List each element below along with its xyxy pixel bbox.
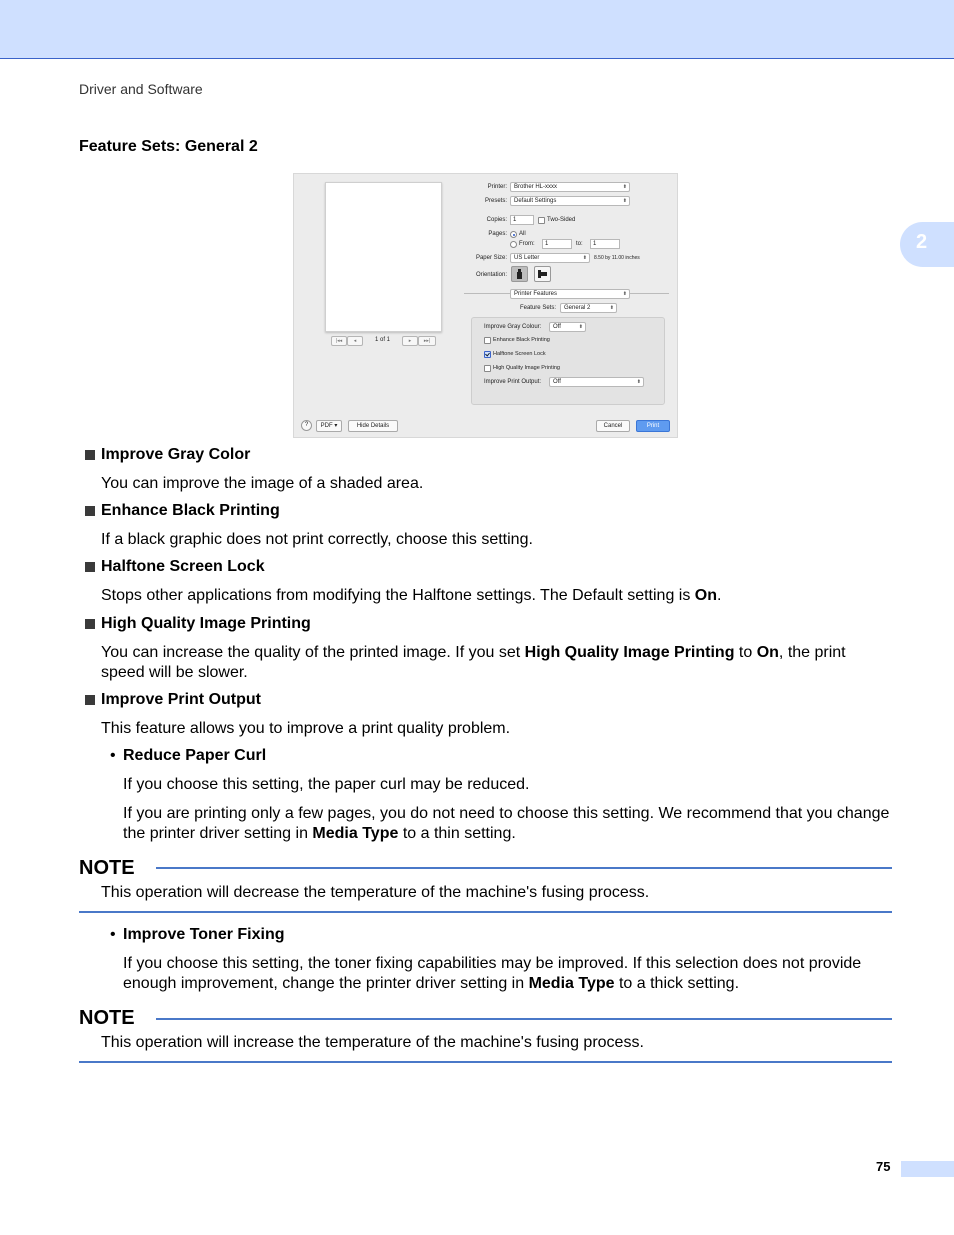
text-run: . [717,587,722,604]
landscape-orientation-button[interactable] [534,266,551,282]
next-page-icon[interactable]: ▸ [402,336,418,346]
prev-page-icon[interactable]: ◂ [347,336,363,346]
footer-band [901,1161,954,1177]
two-sided-checkbox[interactable] [538,217,545,224]
text-run: to [734,644,757,661]
feature-options-group [471,317,665,405]
improve-gray-label: Improve Gray Colour: [484,324,542,330]
pages-from-label: From: [519,241,535,247]
chevron-updown-icon: ⬍ [636,379,641,385]
item-text-halftone [101,586,901,606]
chevron-updown-icon: ⬍ [622,291,627,297]
bullet-square [85,506,95,516]
high-quality-label: High Quality Image Printing [493,365,560,371]
item-text-black: If a black graphic does not print correctly, choose this setting. [101,531,533,548]
note-text-2: This operation will increase the temperature of the machine's fusing process. [101,1034,644,1051]
improve-gray-value: Off [553,324,561,330]
item-text-output: This feature allows you to improve a print quality problem. [101,720,511,737]
text-run: to a thin setting. [398,825,516,842]
bullet-square [85,695,95,705]
paper-size-value: US Letter [514,255,540,261]
text-run: If you choose this setting, the toner fixing capabilities may be improved. If this selection does not provide enough improvement, change the printer driver setting in [123,955,862,992]
note-rule [156,1018,892,1020]
text-run-bold: On [756,644,779,661]
running-head: Driver and Software [79,81,203,97]
pages-label: Pages: [488,231,507,237]
subitem-text-curl-2 [123,804,893,844]
chevron-updown-icon: ⬍ [578,324,583,330]
section-title: Feature Sets: General 2 [79,138,258,155]
from-input[interactable]: 1 [542,239,572,249]
portrait-orientation-button[interactable] [511,266,528,282]
note-bottom-rule [79,911,892,913]
enhance-black-label: Enhance Black Printing [493,337,550,343]
note-label: NOTE [79,857,135,879]
text-run: to a thick setting. [614,975,740,992]
text-run-bold: High Quality Image Printing [524,644,735,661]
page-counter: 1 of 1 [375,337,391,343]
portrait-icon [514,269,525,279]
high-quality-checkbox[interactable] [484,365,491,372]
printer-select[interactable] [510,182,630,192]
subitem-text-toner [123,954,893,994]
page-preview [325,182,442,332]
subitem-title-curl: Reduce Paper Curl [123,747,267,764]
item-text-gray: You can improve the image of a shaded area. [101,475,424,492]
chevron-updown-icon: ⬍ [609,305,614,311]
chevron-updown-icon: ⬍ [622,198,627,204]
pages-all-radio[interactable] [510,231,517,238]
pages-all-label: All [519,231,526,237]
text-run: You can increase the quality of the printed image. If you set [101,644,525,661]
improve-output-select[interactable] [549,377,644,387]
note-label: NOTE [79,1007,135,1029]
chevron-updown-icon: ⬍ [582,255,587,261]
chevron-updown-icon: ⬍ [622,184,627,190]
last-page-icon[interactable]: ▸▸| [418,336,436,346]
page-number: 75 [876,1159,891,1174]
copies-label: Copies: [486,217,507,223]
presets-select[interactable] [510,196,630,206]
text-run: Stops other applications from modifying the Halftone settings. The Default setting is [101,587,695,604]
halftone-lock-checkbox[interactable] [484,351,491,358]
hide-details-button[interactable]: Hide Details [348,420,398,432]
item-text-hq [101,643,891,683]
item-title-output: Improve Print Output [101,691,261,708]
copies-input[interactable]: 1 [510,215,534,225]
note-rule [156,867,892,869]
bullet-square [85,619,95,629]
pages-from-radio[interactable] [510,241,517,248]
two-sided-label: Two-Sided [547,217,576,223]
cancel-button[interactable]: Cancel [596,420,630,432]
improve-output-value: Off [553,379,561,385]
subitem-text-curl-1: If you choose this setting, the paper curl may be reduced. [123,776,530,793]
paper-size-select[interactable] [510,253,590,263]
panel-select[interactable] [510,289,630,299]
landscape-icon [537,269,548,279]
panel-value: Printer Features [514,291,558,297]
feature-sets-label: Feature Sets: [519,305,556,311]
orientation-label: Orientation: [475,272,507,278]
chapter-number: 2 [916,231,928,253]
first-page-icon[interactable]: |◂◂ [331,336,347,346]
item-title-halftone: Halftone Screen Lock [101,558,265,575]
presets-label: Presets: [484,198,507,204]
paper-size-label: Paper Size: [475,255,507,261]
chapter-tab [900,222,954,267]
note-bottom-rule [79,1061,892,1063]
text-run-bold: On [694,587,718,604]
item-title-gray: Improve Gray Color [101,446,251,463]
printer-value: Brother HL-xxxx [514,184,558,190]
feature-sets-value: General 2 [564,305,591,311]
text-run-bold: Media Type [528,975,615,992]
help-button[interactable]: ? [301,420,312,431]
bullet-square [85,562,95,572]
to-input[interactable]: 1 [590,239,620,249]
to-label: to: [576,241,583,247]
subitem-title-toner: Improve Toner Fixing [123,926,285,943]
feature-sets-select[interactable] [560,303,617,313]
improve-gray-select[interactable] [549,322,586,332]
print-button[interactable]: Print [636,420,670,432]
text-run: , the print speed will be slower. [101,644,846,681]
note-text-1: This operation will decrease the temperature of the machine's fusing process. [101,884,650,901]
paper-size-dims: 8.50 by 11.00 inches [594,255,640,261]
bullet-dot: • [110,926,116,943]
presets-value: Default Settings [514,198,557,204]
enhance-black-checkbox[interactable] [484,337,491,344]
text-run-bold: Media Type [312,825,399,842]
improve-output-label: Improve Print Output: [484,379,542,385]
print-dialog-screenshot [293,173,678,438]
pdf-label: PDF [320,423,333,429]
item-title-hq: High Quality Image Printing [101,615,311,632]
header-band [0,0,954,59]
bullet-dot: • [110,747,116,764]
item-title-black: Enhance Black Printing [101,502,280,519]
text-run: If you are printing only a few pages, you do not need to choose this setting. We recommend that you change the printer driver setting in [123,805,890,842]
bullet-square [85,450,95,460]
halftone-lock-label: Halftone Screen Lock [493,351,546,357]
pdf-button[interactable]: PDF ▾ [316,420,342,432]
printer-label: Printer: [487,184,507,190]
